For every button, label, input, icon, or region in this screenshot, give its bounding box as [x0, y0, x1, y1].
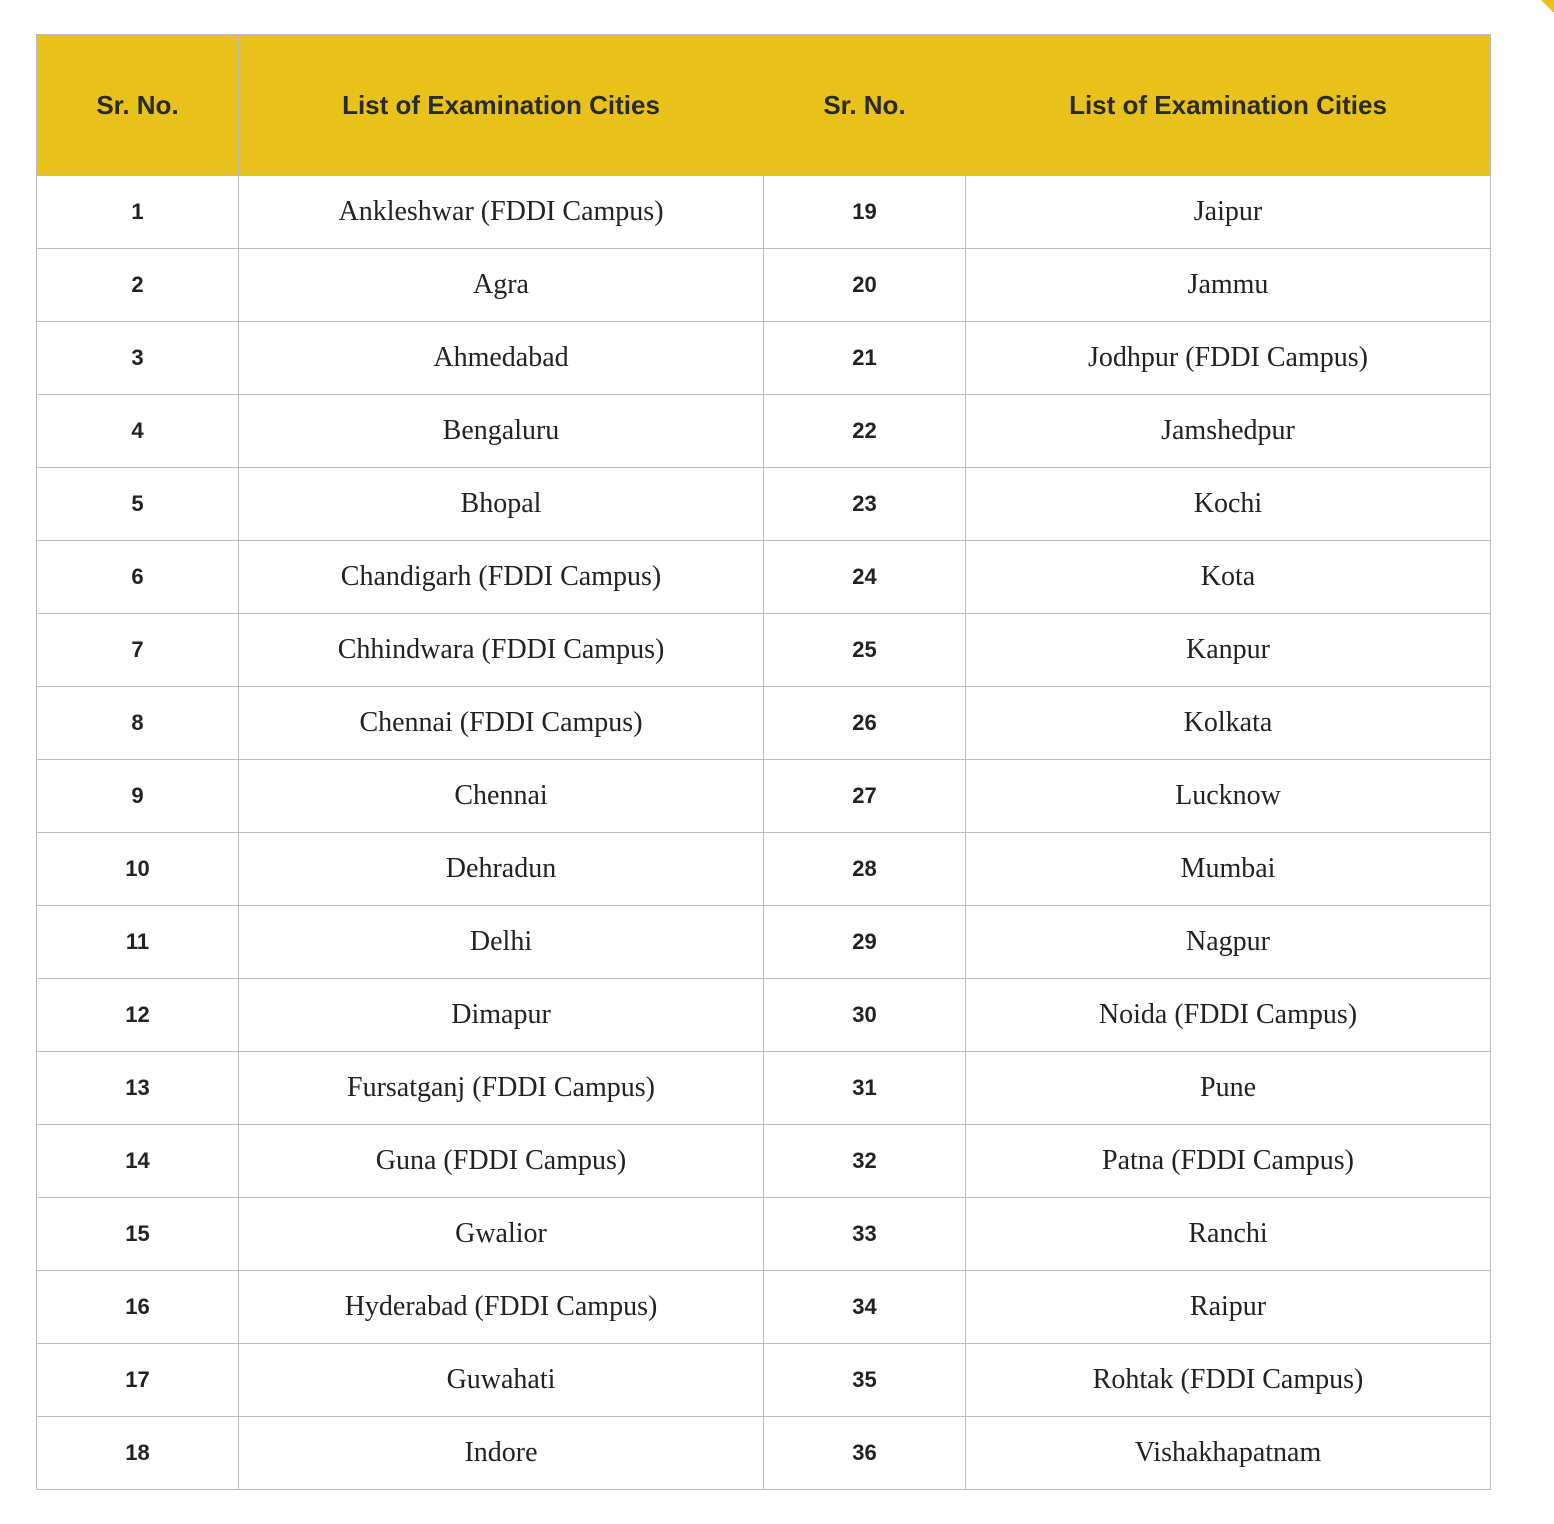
city-right: Kolkata — [966, 687, 1491, 760]
city-right: Jammu — [966, 249, 1491, 322]
city-right: Kochi — [966, 468, 1491, 541]
table-row — [37, 322, 1491, 395]
sr-no-left: 4 — [37, 395, 239, 468]
sr-no-left: 6 — [37, 541, 239, 614]
city-right: Vishakhapatnam — [966, 1417, 1491, 1490]
table-row — [37, 614, 1491, 687]
city-left: Guwahati — [239, 1344, 764, 1417]
header-cities-left: List of Examination Cities — [239, 35, 764, 176]
city-right: Kota — [966, 541, 1491, 614]
sr-no-right: 20 — [764, 249, 966, 322]
sr-no-left: 5 — [37, 468, 239, 541]
table-row — [37, 760, 1491, 833]
sr-no-right: 35 — [764, 1344, 966, 1417]
sr-no-right: 21 — [764, 322, 966, 395]
city-left: Delhi — [239, 906, 764, 979]
table-row — [37, 1344, 1491, 1417]
sr-no-right: 22 — [764, 395, 966, 468]
city-left: Bhopal — [239, 468, 764, 541]
sr-no-left: 2 — [37, 249, 239, 322]
sr-no-left: 16 — [37, 1271, 239, 1344]
sr-no-right: 30 — [764, 979, 966, 1052]
city-right: Jodhpur (FDDI Campus) — [966, 322, 1491, 395]
sr-no-right: 32 — [764, 1125, 966, 1198]
city-right: Pune — [966, 1052, 1491, 1125]
sr-no-right: 19 — [764, 176, 966, 249]
table-row — [37, 1271, 1491, 1344]
sr-no-left: 15 — [37, 1198, 239, 1271]
city-right: Jaipur — [966, 176, 1491, 249]
header-sr-no-right: Sr. No. — [764, 35, 966, 176]
sr-no-left: 1 — [37, 176, 239, 249]
sr-no-right: 24 — [764, 541, 966, 614]
city-left: Guna (FDDI Campus) — [239, 1125, 764, 1198]
table-row — [37, 1198, 1491, 1271]
table-row — [37, 906, 1491, 979]
sr-no-left: 12 — [37, 979, 239, 1052]
city-left: Indore — [239, 1417, 764, 1490]
city-left: Dehradun — [239, 833, 764, 906]
sr-no-right: 28 — [764, 833, 966, 906]
table-body — [37, 176, 1491, 1490]
city-left: Hyderabad (FDDI Campus) — [239, 1271, 764, 1344]
city-left: Dimapur — [239, 979, 764, 1052]
sr-no-right: 23 — [764, 468, 966, 541]
sr-no-left: 18 — [37, 1417, 239, 1490]
sr-no-right: 33 — [764, 1198, 966, 1271]
city-right: Patna (FDDI Campus) — [966, 1125, 1491, 1198]
table-row — [37, 176, 1491, 249]
sr-no-right: 29 — [764, 906, 966, 979]
city-right: Noida (FDDI Campus) — [966, 979, 1491, 1052]
corner-accent — [1540, 0, 1554, 12]
header-sr-no-left: Sr. No. — [37, 35, 239, 176]
city-right: Lucknow — [966, 760, 1491, 833]
sr-no-left: 3 — [37, 322, 239, 395]
table-row — [37, 1125, 1491, 1198]
city-left: Fursatganj (FDDI Campus) — [239, 1052, 764, 1125]
city-right: Mumbai — [966, 833, 1491, 906]
city-left: Agra — [239, 249, 764, 322]
table-header — [37, 35, 1491, 176]
city-left: Chennai — [239, 760, 764, 833]
sr-no-left: 13 — [37, 1052, 239, 1125]
sr-no-left: 7 — [37, 614, 239, 687]
sr-no-left: 8 — [37, 687, 239, 760]
table-row — [37, 1417, 1491, 1490]
sr-no-right: 27 — [764, 760, 966, 833]
sr-no-right: 26 — [764, 687, 966, 760]
table-row — [37, 687, 1491, 760]
table-row — [37, 833, 1491, 906]
sr-no-right: 36 — [764, 1417, 966, 1490]
city-right: Rohtak (FDDI Campus) — [966, 1344, 1491, 1417]
city-left: Chhindwara (FDDI Campus) — [239, 614, 764, 687]
sr-no-left: 14 — [37, 1125, 239, 1198]
examination-cities-table — [36, 34, 1491, 1490]
header-cities-right: List of Examination Cities — [966, 35, 1491, 176]
sr-no-right: 34 — [764, 1271, 966, 1344]
sr-no-left: 17 — [37, 1344, 239, 1417]
table-row — [37, 979, 1491, 1052]
table-row — [37, 541, 1491, 614]
city-left: Gwalior — [239, 1198, 764, 1271]
city-right: Ranchi — [966, 1198, 1491, 1271]
city-left: Chennai (FDDI Campus) — [239, 687, 764, 760]
city-left: Ahmedabad — [239, 322, 764, 395]
sr-no-left: 10 — [37, 833, 239, 906]
sr-no-left: 9 — [37, 760, 239, 833]
city-right: Jamshedpur — [966, 395, 1491, 468]
sr-no-right: 25 — [764, 614, 966, 687]
city-left: Chandigarh (FDDI Campus) — [239, 541, 764, 614]
table-row — [37, 1052, 1491, 1125]
city-right: Kanpur — [966, 614, 1491, 687]
city-left: Bengaluru — [239, 395, 764, 468]
table-row — [37, 468, 1491, 541]
table-row — [37, 395, 1491, 468]
sr-no-right: 31 — [764, 1052, 966, 1125]
sr-no-left: 11 — [37, 906, 239, 979]
city-left: Ankleshwar (FDDI Campus) — [239, 176, 764, 249]
city-right: Nagpur — [966, 906, 1491, 979]
table-row — [37, 249, 1491, 322]
header-row — [37, 35, 1491, 176]
city-right: Raipur — [966, 1271, 1491, 1344]
